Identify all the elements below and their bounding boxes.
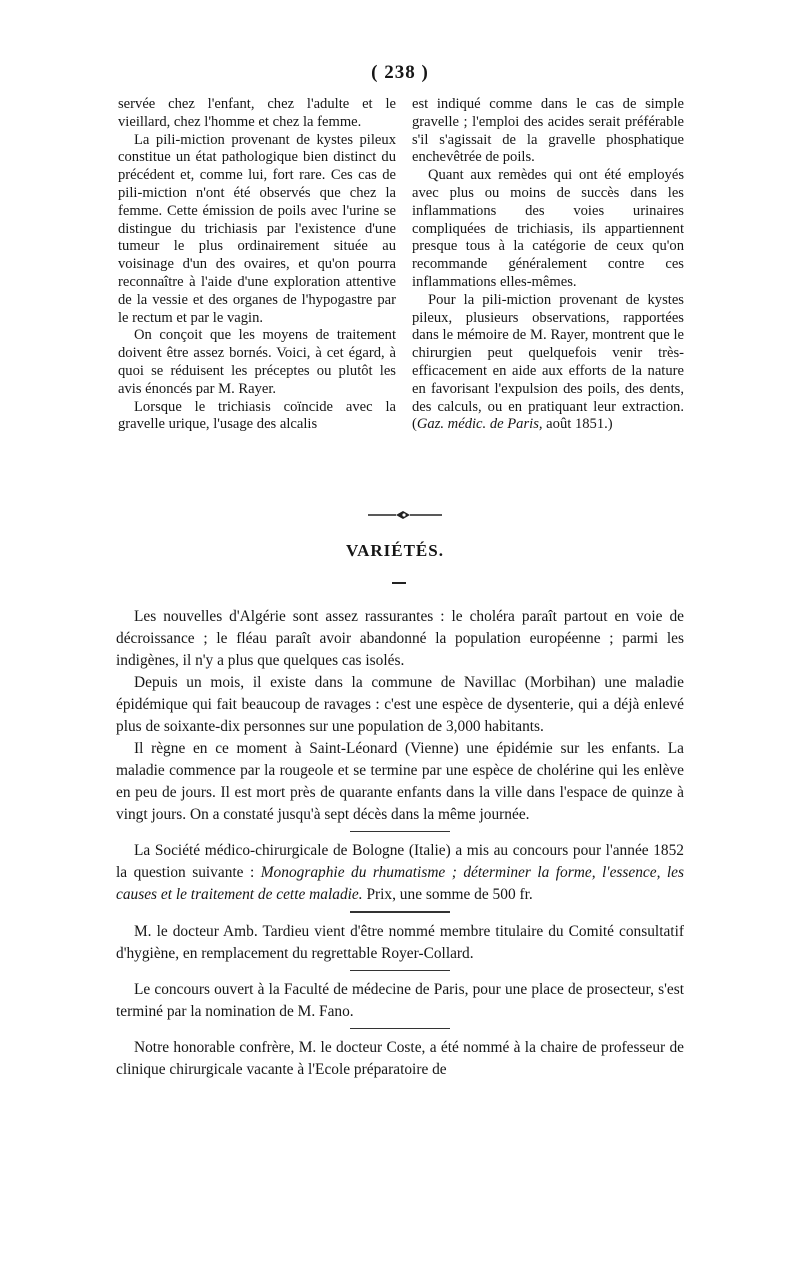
citation: Gaz. médic. de Paris, xyxy=(416,416,543,433)
right-column xyxy=(412,96,684,434)
paragraph: est indiqué comme dans le cas de simple gravelle ; l'emploi des acides serait préférable s'il s'agissait de la gravelle phosphatique enchevêtrée de poils. xyxy=(412,96,684,166)
ornament-divider xyxy=(366,508,444,522)
news-item: Depuis un mois, il existe dans la commune de Navillac (Morbihan) une maladie épidémique qui fait beaucoup de ravages : c'est une espèce de dysenterie, qui a déjà enlevé plus de soixante-dix personnes sur une population de 3,000 habitants. xyxy=(116,674,684,735)
rule-divider xyxy=(350,970,450,971)
rule-divider xyxy=(350,911,450,912)
paragraph: Quant aux remèdes qui ont été employés avec plus ou moins de succès dans les inflammations des voies urinaires compliquées de trichiasis, ils appartiennent presque tous à la catégorie de ceux qu'on recommande généralement contre ces inflammations elles-mêmes. xyxy=(412,167,684,290)
varietes-body xyxy=(116,606,684,1081)
citation-date: août 1851.) xyxy=(542,416,613,433)
news-item: M. le docteur Amb. Tardieu vient d'être nommé membre titulaire du Comité consultatif d'hygiène, en remplacement du regrettable Royer-Collard. xyxy=(116,922,684,962)
news-item: Notre honorable confrère, M. le docteur Coste, a été nommé à la chaire de professeur de clinique chirurgicale vacante à l'Ecole préparatoire de xyxy=(116,1039,684,1079)
paragraph xyxy=(412,292,684,434)
news-text: La Société médico-chirurgicale de Bologne (Italie) a mis au concours pour l'année 1852 la question suivante : xyxy=(116,842,684,882)
contest-question: Monographie du rhumatisme ; déterminer la forme, l'essence, les causes et le traitement de cette maladie. xyxy=(116,864,685,904)
paragraph: On conçoit que les moyens de traitement doivent être assez bornés. Voici, à cet égard, à quoi se réduisent les préceptes ou plutôt les avis énoncés par M. Rayer. xyxy=(118,327,396,397)
page-number: ( 238 ) xyxy=(371,62,429,83)
news-item: Les nouvelles d'Algérie sont assez rassurantes : le choléra paraît partout en voie de décroissance ; le fléau paraît avoir abandonné la population européenne ; parmi les indigènes, il n'y a plus que quelques cas isolés. xyxy=(116,608,684,669)
news-text: Prix, une somme de 500 fr. xyxy=(362,886,533,904)
news-item: Il règne en ce moment à Saint-Léonard (Vienne) une épidémie sur les enfants. La maladie commence par la rougeole et se termine par une espèce de cholérine qui les enlève en peu de jours. Il est mort près de quarante enfants dans la ville dans l'espace de quinze à vingt jours. On a constaté jusqu'à sept décès dans la même journée. xyxy=(116,740,684,823)
rule-divider xyxy=(350,1028,450,1029)
paragraph: Lorsque le trichiasis coïncide avec la gravelle urique, l'usage des alcalis xyxy=(118,398,396,433)
paragraph-text: Pour la pili-miction provenant de kystes pileux, plusieurs observations, rapportées dans le mémoire de M. Rayer, montrent que le chirurgien peut quelquefois venir très-efficacement en aide aux efforts de la nature en favorisant l'expulsion des poils, des dents, des calculs, ou en pratiquant leur extraction. ( xyxy=(412,291,684,433)
rule-divider xyxy=(350,831,450,832)
section-heading: VARIÉTÉS. xyxy=(346,541,444,560)
news-item xyxy=(116,840,684,906)
news-item: Le concours ouvert à la Faculté de médecine de Paris, pour une place de prosecteur, s'est terminé par la nomination de M. Fano. xyxy=(116,980,684,1020)
paragraph: La pili-miction provenant de kystes pileux constitue un état pathologique bien distinct du précédent et, comme lui, fort rare. Ces cas de pili-miction n'ont été observés que chez la femme. Cette émission de poils avec l'urine se distingue du trichiasis par l'existence d'une tumeur le plus ordinairement située au voisinage d'un des ovaires, et qu'on pourra reconnaître à l'aide d'une exploration attentive de la vessie et des organes de l'hypogastre par le rectum et par le vagin. xyxy=(118,131,396,326)
left-column xyxy=(118,96,396,434)
dash-divider xyxy=(392,582,406,584)
paragraph: servée chez l'enfant, chez l'adulte et le vieillard, chez l'homme et chez la femme. xyxy=(118,96,396,130)
